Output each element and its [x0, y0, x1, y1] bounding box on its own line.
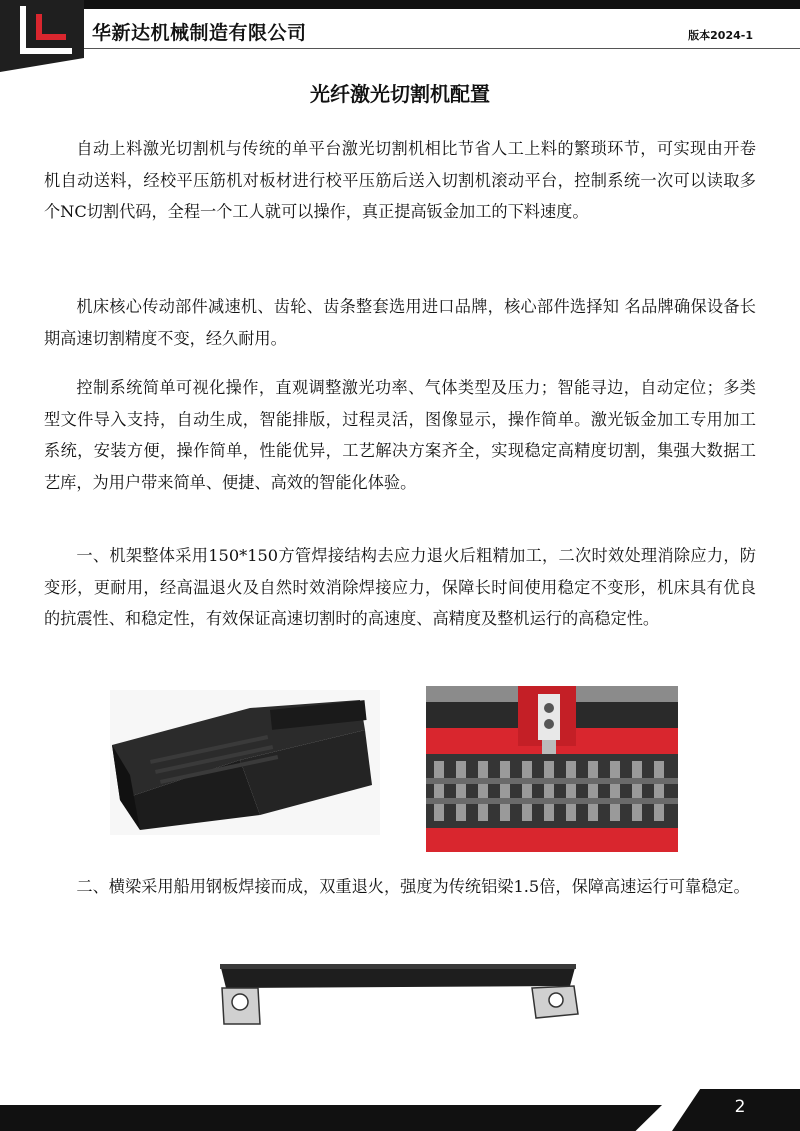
crossbeam-image — [218, 958, 580, 1030]
page-number: 2 — [734, 1097, 746, 1117]
paragraph-crossbeam: 二、横梁采用船用钢板焊接而成，双重退火，强度为传统铝梁1.5倍，保障高速运行可靠稳定。 — [76, 877, 750, 896]
company-name: 华新达机械制造有限公司 — [92, 22, 307, 44]
company-logo — [0, 0, 84, 72]
header-top-bar — [84, 0, 800, 9]
paragraph-frame: 一、机架整体采用150*150方管焊接结构去应力退火后粗精加工，二次时效处理消除应力，防变形，更耐用，经高温退火及自然时效消除焊接应力，保障长时间使用稳定不变形，机床具有优良的抗震性、和稳定性，有效保证高速切割时的高速度、高精度及整机运行的高稳定性。 — [44, 546, 756, 628]
cutting-head-image — [426, 686, 678, 852]
header-rule — [84, 48, 800, 49]
document-version: 版本2024-1 — [688, 29, 753, 42]
paragraph-intro: 自动上料激光切割机与传统的单平台激光切割机相比节省人工上料的繁琐环节，可实现由开卷机自动送料，经校平压筋机对板材进行校平压筋后送入切割机滚动平台，控制系统一次可以读取多个NC切割代码，全程一个工人就可以操作，真正提高钣金加工的下料速度。 — [44, 139, 756, 221]
machine-frame-image — [110, 690, 380, 835]
footer-bar — [0, 1105, 662, 1131]
paragraph-control-system: 控制系统简单可视化操作，直观调整激光功率、气体类型及压力；智能寻边，自动定位；多类型文件导入支持，自动生成，智能排版，过程灵活，图像显示，操作简单。激光钣金加工专用加工系统，安装方便，操作简单，性能优异，工艺解决方案齐全，实现稳定高精度切割，集强大数据工艺库，为用户带来简单、便捷、高效的智能化体验。 — [44, 378, 756, 492]
page-title: 光纤激光切割机配置 — [310, 82, 490, 106]
paragraph-transmission: 机床核心传动部件减速机、齿轮、齿条整套选用进口品牌，核心部件选择知 名品牌确保设备长期高速切割精度不变，经久耐用。 — [44, 297, 756, 348]
